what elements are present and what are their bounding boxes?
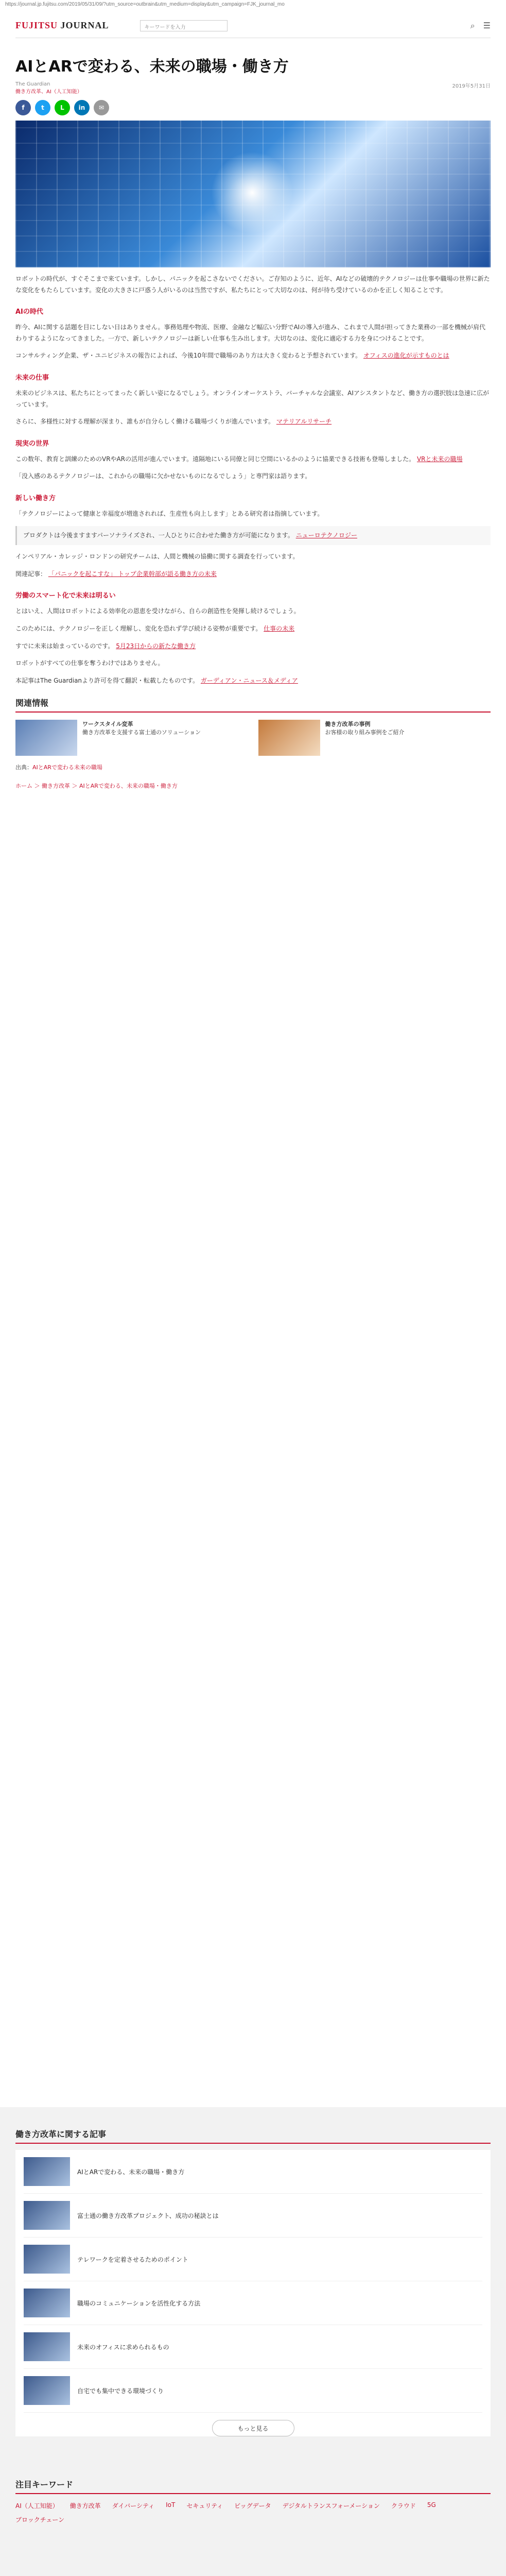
inline-link[interactable]: オフィスの進化が示すものとは: [363, 352, 449, 360]
hero-image: [15, 121, 491, 267]
linkedin-icon[interactable]: in: [74, 100, 90, 115]
article-body: [15, 274, 491, 686]
page-title: AIとARで変わる、未来の職場・働き方: [15, 58, 289, 76]
section-heading: 未来の仕事: [15, 374, 49, 382]
keyword-link[interactable]: セキュリティ: [186, 2502, 223, 2510]
inline-link[interactable]: VRと未来の職場: [416, 455, 463, 463]
related-card[interactable]: 働き方改革の事例 お客様の取り組み事例をご紹介: [258, 720, 491, 756]
paragraph: 昨今、AIに関する話題を目にしない日はありません。事務処理や物流、医療、金融など幅広い分野でAIの導入が進み、これまで人間が担ってきた業務の一部を機械が肩代わりするようになってきました。一方で、新しいテクノロジーは新しい仕事も生み出します。大切なのは、変化に適応する力を身につけることです。: [15, 324, 485, 342]
list-item[interactable]: AIとARで変わる、未来の職場・働き方: [24, 2150, 482, 2194]
facebook-icon[interactable]: f: [15, 100, 31, 115]
inline-link[interactable]: 仕事の未来: [264, 624, 295, 632]
article-list: [15, 2150, 491, 2436]
section-heading: 新しい働き方: [15, 494, 56, 502]
list-item[interactable]: 富士通の働き方改革プロジェクト、成功の秘訣とは: [24, 2194, 482, 2238]
inline-link[interactable]: ニューロテクノロジー: [295, 531, 357, 539]
article-source: The Guardian: [15, 81, 50, 87]
related-thumbnail: [258, 720, 320, 756]
section-heading: AIの時代: [15, 308, 43, 316]
menu-icon[interactable]: ☰: [483, 20, 491, 30]
article-main: [15, 46, 491, 790]
paragraph: インペリアル・カレッジ・ロンドンの研究チームは、人間と機械の協働に関する調査を行っています。: [15, 553, 299, 561]
more-articles-section: [0, 2107, 506, 2576]
quote-block: プロダクトは今後ますますパーソナライズされ、一人ひとりに合わせた働き方が可能になります。 ニューロテクノロジー: [15, 526, 491, 546]
keyword-link[interactable]: デジタルトランスフォーメーション: [282, 2502, 380, 2510]
paragraph: さらに、多様性に対する理解が深まり、誰もが自分らしく働ける職場づくりが進んでいます。 マテリアルリサーチ: [15, 418, 332, 426]
social-share: [15, 100, 491, 115]
paragraph: 本記事はThe Guardianより許可を得て翻訳・転載したものです。 ガーディアン・ニュース＆メディア: [15, 676, 298, 684]
inline-link[interactable]: マテリアルリサーチ: [276, 418, 332, 426]
keyword-link[interactable]: AI（人工知能）: [15, 2502, 59, 2510]
keyword-link[interactable]: クラウド: [391, 2502, 416, 2510]
keyword-link[interactable]: IoT: [166, 2501, 176, 2509]
site-header: [15, 13, 491, 38]
paragraph: この数年、教育と訓練のためのVRやARの活用が進んでいます。遠隔地にいる同僚と同じ空間にいるかのように協業できる技術も登場しました。 VRと未来の職場: [15, 455, 463, 463]
list-item[interactable]: 職場のコミュニケーションを活性化する方法: [24, 2281, 482, 2325]
more-button[interactable]: もっと見る: [212, 2420, 294, 2436]
keyword-link[interactable]: ダイバーシティ: [112, 2502, 155, 2510]
keyword-link[interactable]: ブロックチェーン: [15, 2516, 65, 2523]
keyword-link[interactable]: 働き方改革: [69, 2502, 101, 2510]
section-heading: 労働のスマート化で未来は明るい: [15, 592, 116, 600]
article-tag[interactable]: 働き方改革、AI（人工知能）: [15, 89, 82, 95]
paragraph: コンサルティング企業、ザ・ユニビジネスの報告によれば、今後10年間で職場のあり方は大きく変わると予想されています。 オフィスの進化が示すものとは: [15, 352, 449, 360]
section-heading: 現実の世界: [15, 439, 49, 448]
related-list: [15, 720, 491, 756]
list-item[interactable]: 自宅でも集中できる環境づくり: [24, 2369, 482, 2413]
related-card[interactable]: ワークスタイル変革 働き方改革を支援する富士通のソリューション: [15, 720, 248, 756]
inline-link[interactable]: 5月23日からの新たな働き方: [116, 642, 196, 650]
search-input[interactable]: キーワードを入力: [140, 20, 228, 31]
site-logo[interactable]: FUJITSU JOURNAL: [15, 20, 109, 30]
paragraph: 「没入感のあるテクノロジーは、これからの職場に欠かせないものになるでしょう」と専門家は語ります。: [15, 472, 311, 480]
related-thumbnail: [15, 720, 77, 756]
keyword-link[interactable]: ビッグデータ: [234, 2502, 271, 2510]
paragraph: このためには、テクノロジーを正しく理解し、変化を恐れず学び続ける姿勢が重要です。 仕事の未来: [15, 624, 295, 632]
mail-icon[interactable]: ✉: [94, 100, 109, 115]
inline-link[interactable]: ガーディアン・ニュース＆メディア: [200, 676, 298, 684]
keyword-link[interactable]: 5G: [427, 2501, 436, 2509]
paragraph: 未来のビジネスは、私たちにとってまったく新しい姿になるでしょう。オンラインオーケストラ、バーチャルな会議室、AIアシスタントなど、働き方の選択肢は急速に広がっています。: [15, 389, 490, 408]
keyword-list: [15, 2501, 491, 2524]
search-icon[interactable]: ⌕: [470, 20, 475, 30]
keywords-heading: 注目キーワード: [15, 2478, 491, 2494]
source-link[interactable]: AIとARで変わる未来の職場: [32, 764, 102, 771]
breadcrumb[interactable]: ホーム ＞ 働き方改革 ＞ AIとARで変わる、未来の職場・働き方: [15, 783, 178, 790]
paragraph: ロボットがすべての仕事を奪うわけではありません。: [15, 659, 164, 667]
paragraph: 「テクノロジーによって健康と幸福度が増進されれば、生産性も向上します」とある研究者は指摘しています。: [15, 510, 324, 517]
line-icon[interactable]: L: [55, 100, 70, 115]
article-meta: [15, 81, 491, 95]
list-item[interactable]: 未来のオフィスに求められるもの: [24, 2325, 482, 2369]
article-date: 2019年5月31日: [452, 83, 491, 89]
related-heading: 関連情報: [15, 697, 491, 713]
paragraph: すでに未来は始まっているのです。 5月23日からの新たな働き方: [15, 642, 196, 650]
paragraph: ロボットの時代が、すぐそこまで来ています。しかし、パニックを起こさないでください。ご存知のように、近年、AIなどの破壊的テクノロジーは仕事や職場の世界に新たな変化をもたらしています。変化の大きさに戸惑う人がいるのは当然ですが、私たちにとって大切なのは、何が待ち受けているのかを正しく知ることです。: [15, 275, 490, 294]
twitter-icon[interactable]: t: [35, 100, 50, 115]
url-bar: https://journal.jp.fujitsu.com/2019/05/31/09/?utm_source=outbrain&utm_medium=display&utm_campaign=FJK_journal_mo: [5, 2, 285, 7]
inline-link[interactable]: 「パニックを起こすな」 トップ企業幹部が語る働き方の未来: [48, 570, 217, 578]
more-articles-heading: 働き方改革に関する記事: [15, 2128, 491, 2144]
source-note: 出典：AIとARで変わる未来の職場: [15, 764, 102, 771]
list-item[interactable]: テレワークを定着させるためのポイント: [24, 2238, 482, 2281]
paragraph: 関連記事： 「パニックを起こすな」 トップ企業幹部が語る働き方の未来: [15, 570, 217, 578]
paragraph: とはいえ、人間はロボットによる効率化の恩恵を受けながら、自らの創造性を発揮し続けるでしょう。: [15, 607, 300, 615]
